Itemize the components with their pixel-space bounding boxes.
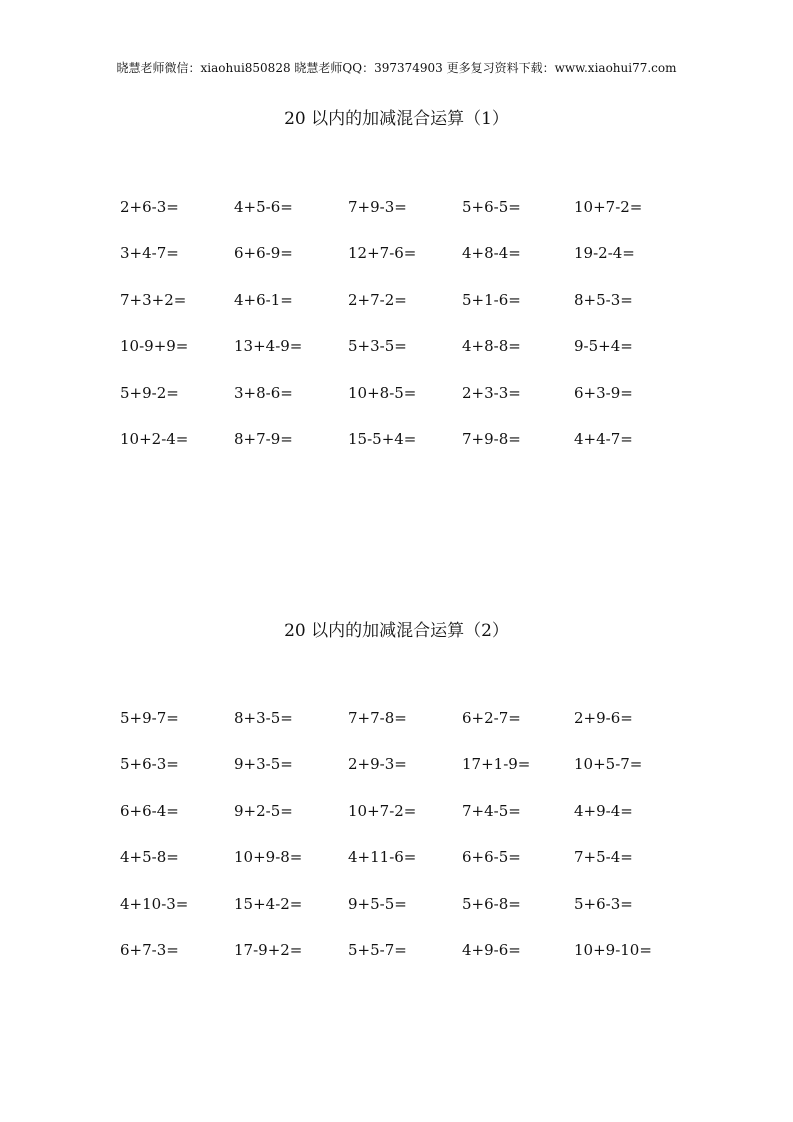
math-problem: 6+2-7= — [462, 709, 521, 727]
math-problem: 9+3-5= — [234, 755, 293, 774]
math-problem: 2+6-3= — [120, 198, 179, 216]
math-problem: 5+3-5= — [348, 337, 407, 356]
math-problem: 7+7-8= — [348, 709, 407, 727]
header-contact-line: 晓慧老师微信：xiaohui850828 晓慧老师QQ：397374903 更多复习资料下载：www.xiaohui77.com — [116, 61, 677, 75]
math-problem: 4+4-7= — [574, 429, 633, 448]
math-problem: 6+6-4= — [120, 801, 179, 820]
math-problem: 10-9+9= — [120, 337, 189, 356]
math-problem: 15-5+4= — [348, 429, 417, 448]
math-problem: 10+9-8= — [234, 848, 303, 867]
math-problem: 5+9-2= — [120, 383, 179, 402]
math-problem: 19-2-4= — [574, 244, 635, 263]
problem-row — [120, 755, 720, 801]
math-problem: 2+7-2= — [348, 290, 407, 309]
math-problem: 4+9-6= — [462, 940, 521, 959]
math-problem: 7+9-8= — [462, 429, 521, 448]
problem-row — [120, 198, 720, 244]
problem-row — [120, 244, 720, 290]
math-problem: 5+1-6= — [462, 290, 521, 309]
problem-row — [120, 430, 720, 476]
math-problem: 6+7-3= — [120, 940, 179, 959]
math-problem: 6+6-9= — [234, 244, 293, 263]
math-problem: 7+3+2= — [120, 290, 187, 309]
math-problem: 5+5-7= — [348, 940, 407, 959]
math-problem: 10+8-5= — [348, 383, 417, 402]
math-problem: 4+11-6= — [348, 848, 417, 867]
problem-row — [120, 709, 720, 755]
math-problem: 10+7-2= — [348, 801, 417, 820]
math-problem: 8+5-3= — [574, 290, 633, 309]
math-problem: 8+7-9= — [234, 429, 293, 448]
math-problem: 5+6-3= — [574, 894, 633, 913]
math-problem: 10+2-4= — [120, 429, 189, 448]
math-problem: 2+9-3= — [348, 755, 407, 774]
math-problem: 4+5-8= — [120, 848, 179, 867]
section-title-1: 20 以内的加减混合运算（1） — [284, 109, 509, 129]
problem-row — [120, 384, 720, 430]
math-problem: 7+5-4= — [574, 848, 633, 867]
math-problem: 5+6-3= — [120, 755, 179, 774]
math-problem: 10+5-7= — [574, 755, 643, 774]
math-problem: 10+9-10= — [574, 940, 652, 959]
math-problem: 4+8-4= — [462, 244, 521, 263]
math-problem: 5+9-7= — [120, 709, 179, 727]
section-title-2: 20 以内的加减混合运算（2） — [284, 621, 509, 641]
math-problem: 3+8-6= — [234, 383, 293, 402]
math-problem: 17-9+2= — [234, 940, 303, 959]
math-problem: 17+1-9= — [462, 755, 531, 774]
problem-row — [120, 941, 720, 987]
math-problem: 6+3-9= — [574, 383, 633, 402]
math-problem: 4+9-4= — [574, 801, 633, 820]
math-problem: 4+5-6= — [234, 198, 293, 216]
problem-row — [120, 802, 720, 848]
math-problem: 5+6-8= — [462, 894, 521, 913]
math-problem: 9+5-5= — [348, 894, 407, 913]
problem-grid-2 — [120, 709, 720, 987]
problem-row — [120, 337, 720, 383]
math-problem: 13+4-9= — [234, 337, 303, 356]
math-problem: 7+4-5= — [462, 801, 521, 820]
math-problem: 9+2-5= — [234, 801, 293, 820]
math-problem: 3+4-7= — [120, 244, 179, 263]
math-problem: 2+9-6= — [574, 709, 633, 727]
math-problem: 7+9-3= — [348, 198, 407, 216]
math-problem: 4+8-8= — [462, 337, 521, 356]
math-problem: 2+3-3= — [462, 383, 521, 402]
math-problem: 4+6-1= — [234, 290, 293, 309]
problem-row — [120, 848, 720, 894]
math-problem: 4+10-3= — [120, 894, 189, 913]
math-problem: 6+6-5= — [462, 848, 521, 867]
problem-row — [120, 895, 720, 941]
math-problem: 5+6-5= — [462, 198, 521, 216]
math-problem: 10+7-2= — [574, 198, 643, 216]
math-problem: 9-5+4= — [574, 337, 633, 356]
problem-grid-1 — [120, 198, 720, 476]
problem-row — [120, 291, 720, 337]
math-problem: 12+7-6= — [348, 244, 417, 263]
math-problem: 15+4-2= — [234, 894, 303, 913]
math-problem: 8+3-5= — [234, 709, 293, 727]
